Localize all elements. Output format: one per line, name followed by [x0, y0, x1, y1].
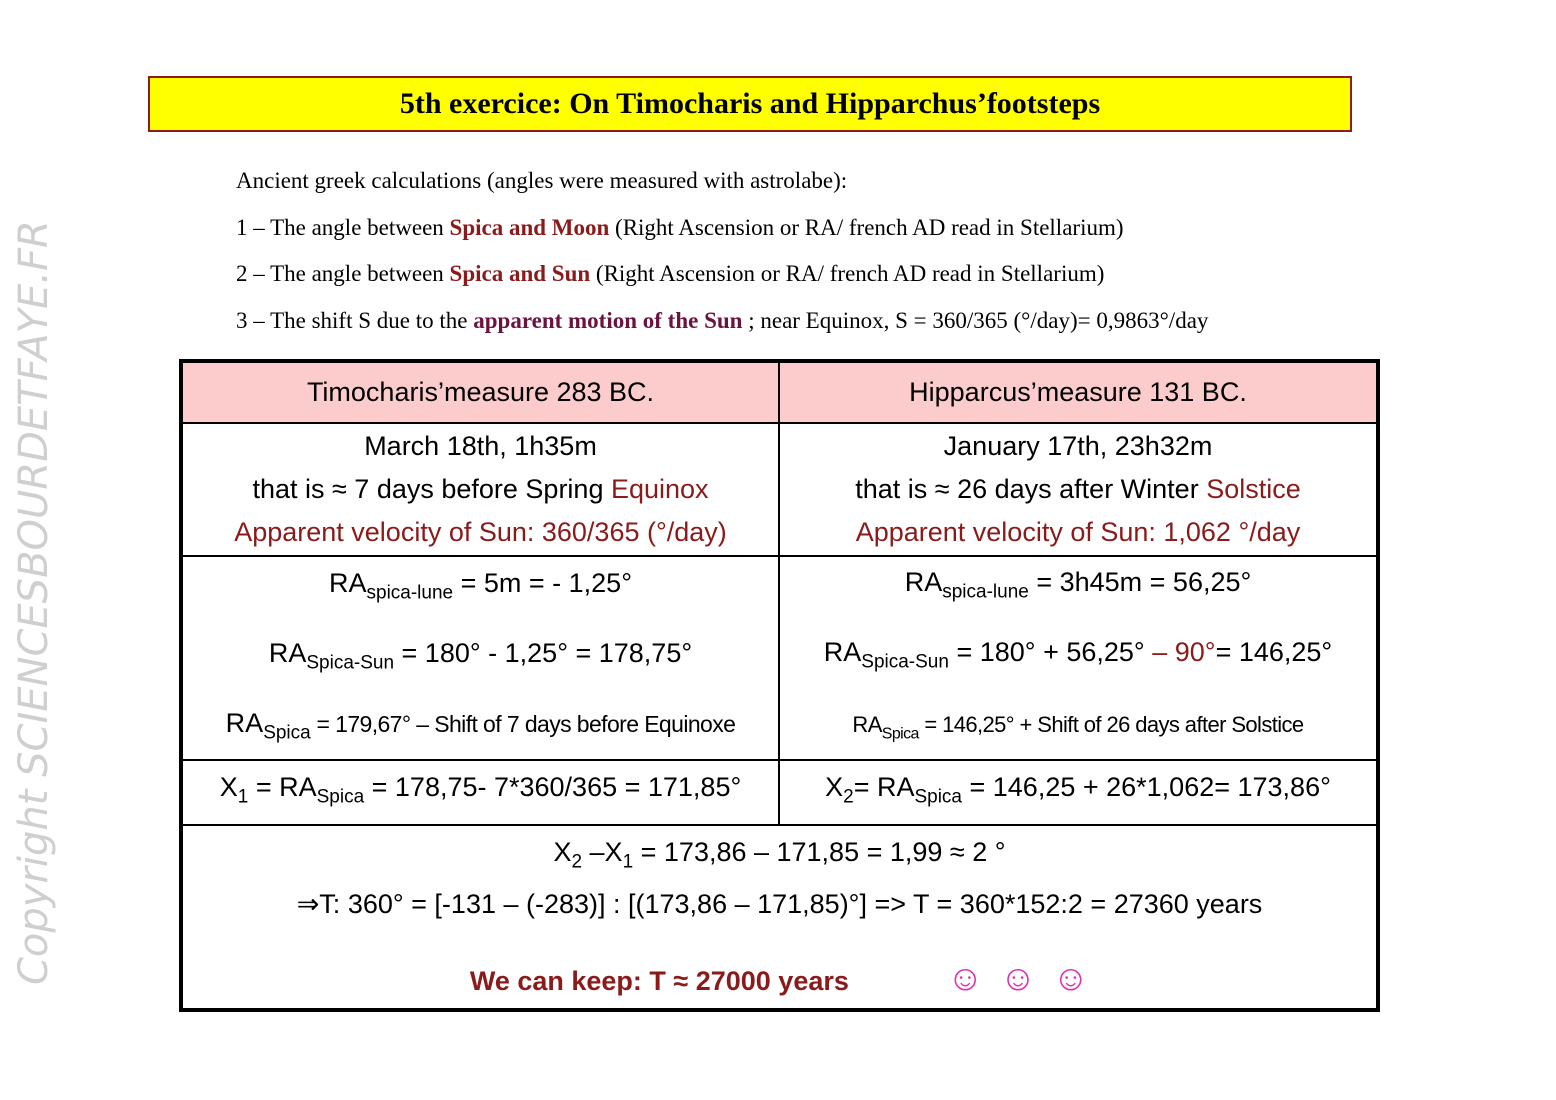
intro-line-1-post: (Right Ascension or RA/ french AD read in Stellarium) [609, 214, 1124, 240]
intro-text [236, 158, 1356, 344]
we-can-keep: We can keep: T ≈ 27000 years [469, 966, 849, 997]
ra-value: = 5m = - 1,25° [453, 567, 632, 598]
ra-symbol: RA [268, 637, 307, 668]
x-value: = 178,75- 7*360/365 = 171,85° [364, 772, 742, 803]
timocharis-event: Equinox [610, 473, 709, 504]
smiley-icon: ☺ [999, 957, 1037, 999]
x-subscript: 1 [622, 851, 634, 873]
ra-value-highlight: – 90° [1152, 637, 1216, 668]
hipparcus-ra-spica [780, 708, 1376, 749]
ra-subscript: Spica [263, 722, 311, 744]
ra-symbol: RA [823, 637, 862, 668]
ra-subscript: Spica-Sun [861, 651, 949, 673]
copyright-watermark: Copyright SCIENCESBOURDETFAYE.FR [11, 220, 57, 985]
result-mid: –X [582, 836, 623, 867]
hipparcus-ra-sun [780, 637, 1376, 677]
result-conclusion [183, 956, 1376, 1003]
exercise-title: 5th exercice: On Timocharis and Hipparchus’footsteps [148, 76, 1352, 132]
x-subscript: 1 [237, 786, 249, 808]
header-hipparcus: Hipparcus’measure 131 BC. [779, 361, 1378, 423]
ra-symbol: RA [328, 567, 367, 598]
hipparcus-velocity: Apparent velocity of Sun: 1,062 °/day [855, 516, 1301, 547]
ra-symbol: RA [852, 711, 882, 737]
timocharis-ra-moon [183, 568, 778, 608]
intro-line-1 [236, 205, 1356, 252]
timocharis-ra-sun [183, 638, 778, 678]
intro-line-2-post: (Right Ascension or RA/ french AD read in Stellarium) [590, 261, 1105, 286]
ra-symbol: RA [904, 567, 943, 598]
hipparcus-ra-moon [780, 567, 1376, 607]
timocharis-relation-text: that is ≈ 7 days before Spring [252, 473, 611, 504]
intro-line-3-pre: 3 – The shift S due to the [236, 307, 474, 333]
x-symbol: X [219, 772, 238, 803]
table-calc-row [181, 556, 1378, 760]
x-symbol: X [825, 772, 844, 803]
ra-value-end: = 146,25° [1215, 637, 1333, 668]
ra-subscript: Spica [914, 786, 962, 808]
table-result-row [181, 825, 1378, 1010]
ra-subscript: Spica [316, 786, 365, 808]
result-period-formula: ⇒T: 360° = [-131 – (-283)] : [(173,86 – 171,85)°] => T = 360*152:2 = 27360 years [296, 889, 1263, 920]
ra-subscript: Spica-Sun [306, 652, 395, 674]
result-difference [183, 831, 1376, 883]
hipparcus-relation-text: that is ≈ 26 days after Winter [855, 473, 1207, 504]
x-subscript: 2 [843, 786, 854, 808]
intro-line-2 [236, 251, 1356, 298]
table-header-row [181, 361, 1378, 423]
intro-line-2-pre: 2 – The angle between [236, 261, 450, 286]
hipparcus-date: January 17th, 23h32m [943, 430, 1213, 461]
intro-line-1-highlight: Spica and Moon [449, 214, 610, 240]
hipparcus-relation [780, 468, 1376, 511]
result-cell [181, 825, 1378, 1010]
ra-subscript: spica-lune [942, 581, 1029, 603]
timocharis-date: March 18th, 1h35m [364, 430, 597, 461]
table-dates-row [181, 423, 1378, 556]
x-eq: = RA [853, 772, 915, 803]
intro-line-3-post: ; near Equinox, S = 360/365 (°/day)= 0,9863°/day [742, 307, 1209, 333]
x-symbol: X [553, 836, 572, 867]
x-subscript: 2 [571, 851, 583, 873]
result-end: = 173,86 – 171,85 = 1,99 ≈ 2 ° [633, 836, 1006, 867]
comparison-table [179, 359, 1380, 1012]
ra-subscript: Spica [881, 725, 919, 743]
intro-line-1-pre: 1 – The angle between [236, 214, 450, 240]
timocharis-ra-spica [183, 708, 778, 748]
ra-value: = 3h45m = 56,25° [1028, 567, 1252, 598]
ra-subscript: spica-lune [366, 581, 454, 603]
ra-value: = 146,25° + Shift of 26 days after Solstice [918, 711, 1304, 737]
intro-line-3 [236, 298, 1356, 345]
ra-value: = 180° - 1,25° = 178,75° [394, 637, 693, 668]
smiley-icon: ☺ [946, 957, 984, 999]
intro-line-0: Ancient greek calculations (angles were measured with astrolabe): [236, 168, 848, 193]
timocharis-relation [183, 468, 778, 511]
hipparcus-calc-cell [779, 556, 1378, 760]
table-x-row [181, 760, 1378, 825]
x-eq: = RA [248, 772, 317, 803]
timocharis-calc-cell [181, 556, 779, 760]
ra-value: = 179,67° – Shift of 7 days before Equinoxe [310, 711, 736, 738]
intro-line-2-highlight: Spica and Sun [449, 261, 591, 286]
hipparcus-date-cell [779, 423, 1378, 556]
ra-value: = 180° + 56,25° [948, 637, 1153, 668]
x2-cell [779, 760, 1378, 825]
timocharis-velocity: Apparent velocity of Sun: 360/365 (°/day) [234, 516, 727, 547]
intro-line-3-highlight: apparent motion of the Sun [473, 307, 743, 333]
x-value: = 146,25 + 26*1,062= 173,86° [962, 772, 1331, 803]
header-timocharis: Timocharis’measure 283 BC. [181, 361, 779, 423]
x1-cell [181, 760, 779, 825]
ra-symbol: RA [225, 708, 264, 739]
timocharis-date-cell [181, 423, 779, 556]
hipparcus-event: Solstice [1206, 473, 1301, 504]
smiley-icon: ☺ [1052, 957, 1090, 999]
